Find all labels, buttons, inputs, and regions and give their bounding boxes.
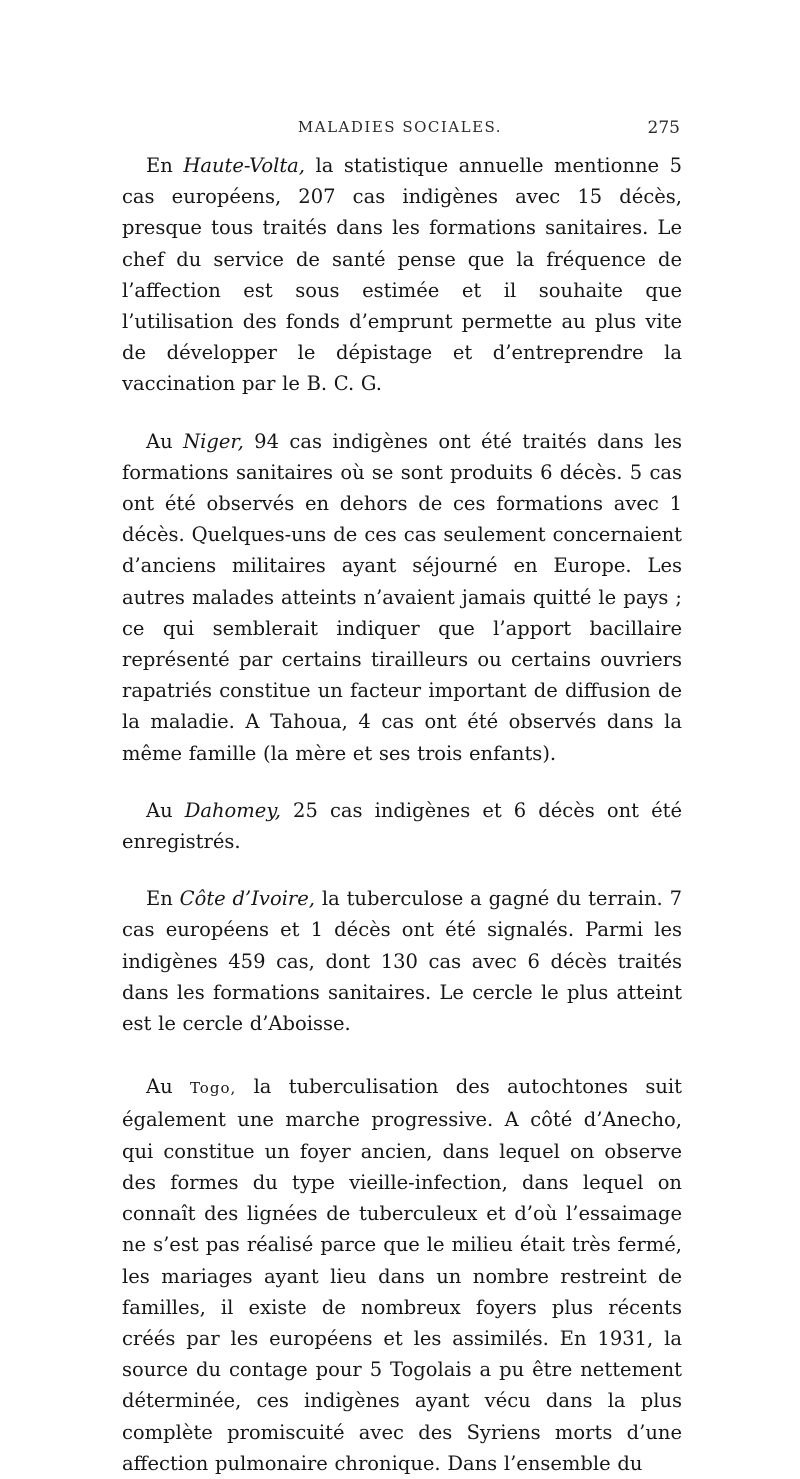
page-number: 275 (647, 118, 680, 138)
place-name: Dahomey, (184, 798, 281, 822)
paragraph-niger (122, 426, 682, 769)
paragraph-cote-divoire (122, 883, 682, 1039)
place-name: Togo, (189, 1079, 237, 1098)
paragraph-body: 25 cas indigènes et 6 décès ont été enregistrés. (122, 798, 682, 854)
paragraph-body: la tuberculisation des autochtones suit également une marche progressive. A côté d’Anecho, qui constitue un foyer ancien, dans lequel on observe des formes du type vieille-infection, dans lequel on connaît des lignées de tuberculeux et d’où l’essaimage ne s’est pas réalisé parce que le milieu était très fermé, les mariages ayant lieu dans un nombre restreint de familles, il existe de nombreux foyers plus récents créés par les européens et les assimilés. En 1931, la source du contage pour 5 Togolais a pu être nettement déterminée, ces indigènes ayant vécu dans la plus complète promiscuité avec des Syriens morts d’une affection pulmonaire chronique. Dans l’ensemble du (122, 1075, 682, 1475)
paragraph-lead: Au (146, 798, 185, 822)
place-name: Haute-Volta, (183, 154, 305, 177)
paragraph-lead: Au (146, 1075, 190, 1099)
paragraph-lead: En (146, 154, 184, 177)
paragraph-body: la statistique annuelle mentionne 5 cas européens, 207 cas indigènes avec 15 décès, presque tous traités dans les formations sanitaires. Le chef du service de santé pense que la fréquence de l’affection est sous estimée et il souhaite que l’utilisation des fonds d’emprunt permette au plus vite de développer le dépistage et d’entreprendre la vaccination par le B. C. G. (122, 154, 682, 396)
paragraph-lead: Au (146, 429, 184, 453)
paragraph-lead: En (146, 887, 180, 911)
running-head (120, 116, 680, 140)
paragraph-body: la tuberculose a gagné du terrain. 7 cas européens et 1 décès ont été signalés. Parmi les indigènes 459 cas, dont 130 cas avec 6 décès traités dans les formations sanitaires. Le cercle le plus atteint est le cercle d’Aboisse. (122, 887, 683, 1036)
running-title: MALADIES SOCIALES. (297, 118, 503, 136)
paragraph-haute-volta (122, 150, 682, 400)
place-name: Côte d’Ivoire, (179, 887, 315, 911)
paragraph-dahomey (122, 795, 682, 857)
body-text (122, 150, 682, 1479)
paragraph-togo (122, 1071, 682, 1479)
place-name: Niger, (183, 429, 244, 453)
paragraph-body: 94 cas indigènes ont été traités dans les formations sanitaires où se sont produits 6 décès. 5 cas ont été observés en dehors de ces formations avec 1 décès. Quelques-uns de ces cas seulement concernaient d’anciens militaires ayant séjourné en Europe. Les autres malades atteints n’avaient jamais quitté le pays ; ce qui semblerait indiquer que l’apport bacillaire représenté par certains tirailleurs ou certains ouvriers rapatriés constitue un facteur important de diffusion de la maladie. A Tahoua, 4 cas ont été observés dans la même famille (la mère et ses trois enfants). (122, 429, 682, 765)
